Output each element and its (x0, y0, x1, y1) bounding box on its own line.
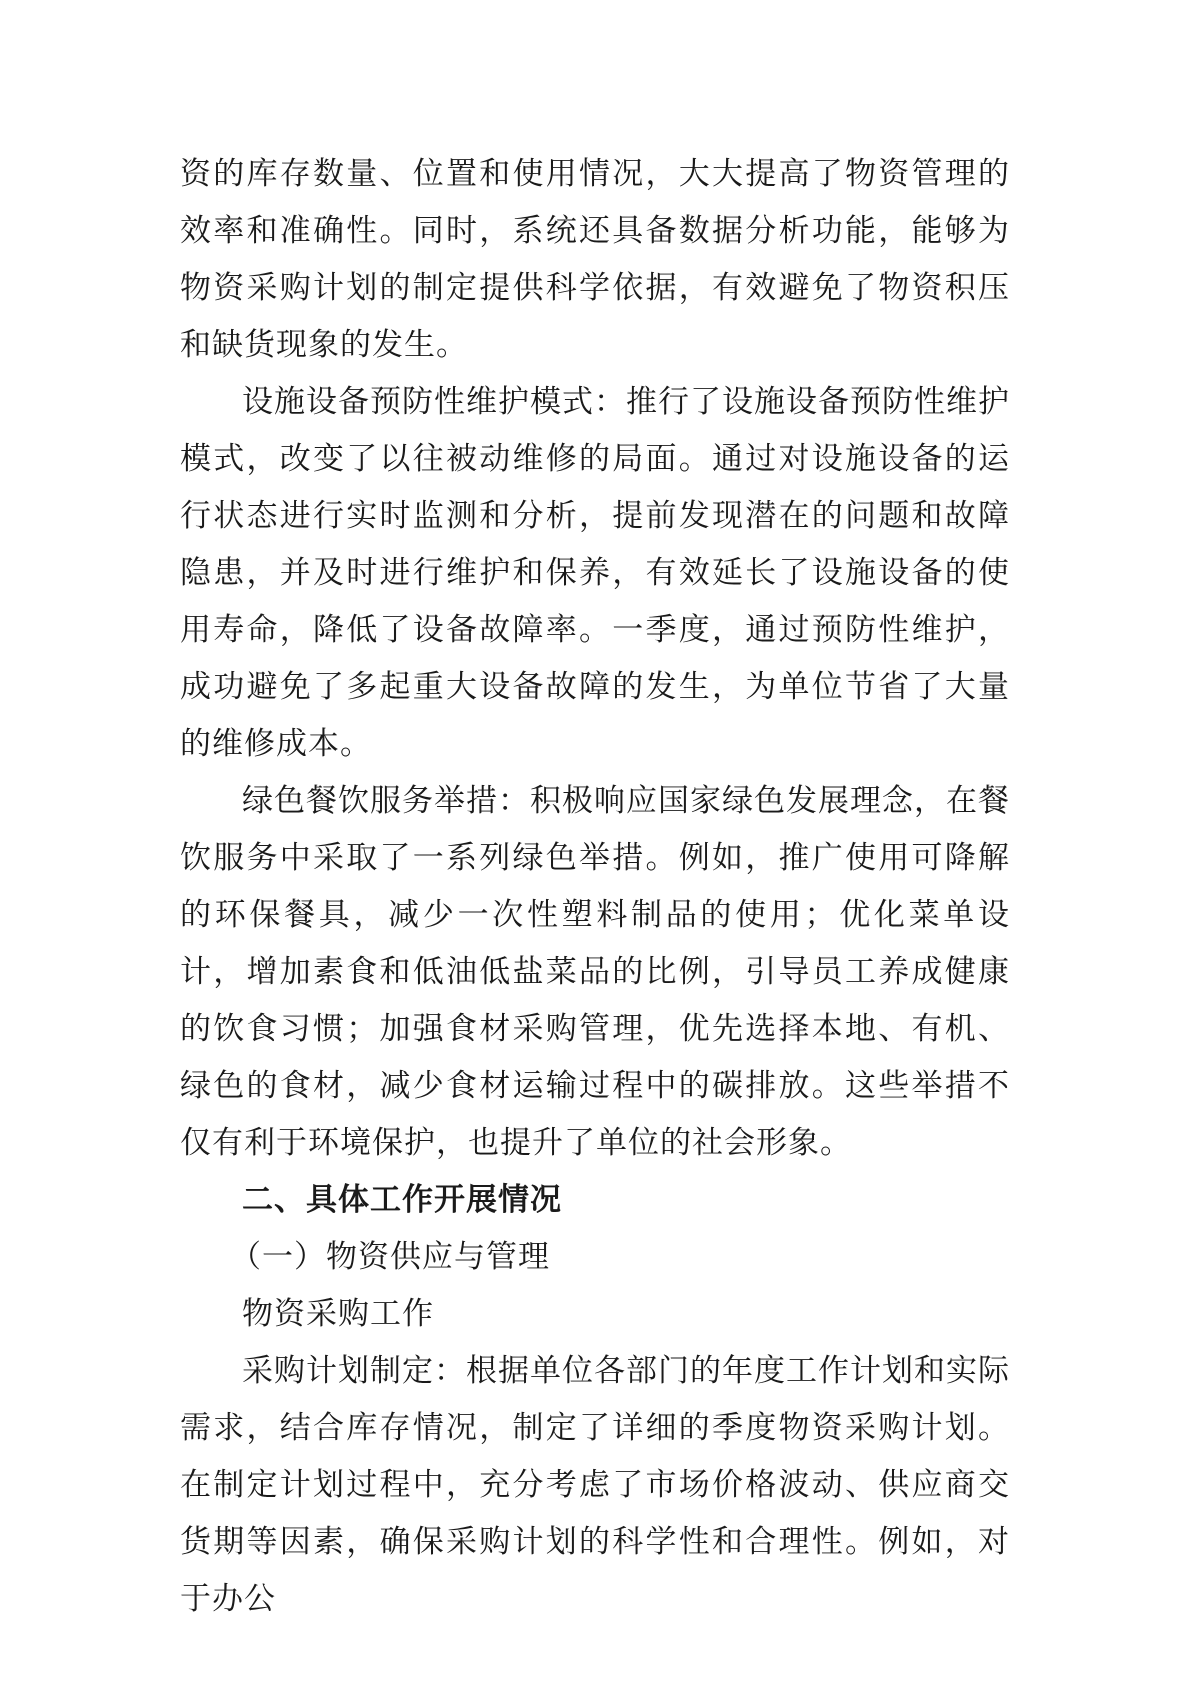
paragraph-inventory-system-continued: 资的库存数量、位置和使用情况，大大提高了物资管理的效率和准确性。同时，系统还具备数据分析功能，能够为物资采购计划的制定提供科学依据，有效避免了物资积压和缺货现象的发生。 (180, 156, 1010, 363)
paragraph-preventive-maintenance: 设施设备预防性维护模式：推行了设施设备预防性维护模式，改变了以往被动维修的局面。通过对设施设备的运行状态进行实时监测和分析，提前发现潜在的问题和故障隐患，并及时进行维护和保养，有效延长了设施设备的使用寿命，降低了设备故障率。一季度，通过预防性维护，成功避免了多起重大设备故障的发生，为单位节省了大量的维修成本。 (180, 384, 1010, 762)
sub-subsection-heading-procurement: 物资采购工作 (242, 1296, 434, 1332)
section-heading-work-progress: 二、具体工作开展情况 (242, 1182, 562, 1218)
paragraph-procurement-plan: 采购计划制定：根据单位各部门的年度工作计划和实际需求，结合库存情况，制定了详细的季度物资采购计划。在制定计划过程中，充分考虑了市场价格波动、供应商交货期等因素，确保采购计划的科学性和合理性。例如，对于办公 (180, 1353, 1010, 1617)
document-body (180, 146, 1010, 1628)
subsection-heading-supply-management: （一）物资供应与管理 (230, 1239, 550, 1275)
paragraph-green-catering: 绿色餐饮服务举措：积极响应国家绿色发展理念，在餐饮服务中采取了一系列绿色举措。例如，推广使用可降解的环保餐具，减少一次性塑料制品的使用；优化菜单设计，增加素食和低油低盐菜品的比例，引导员工养成健康的饮食习惯；加强食材采购管理，优先选择本地、有机、绿色的食材，减少食材运输过程中的碳排放。这些举措不仅有利于环境保护，也提升了单位的社会形象。 (180, 783, 1010, 1161)
